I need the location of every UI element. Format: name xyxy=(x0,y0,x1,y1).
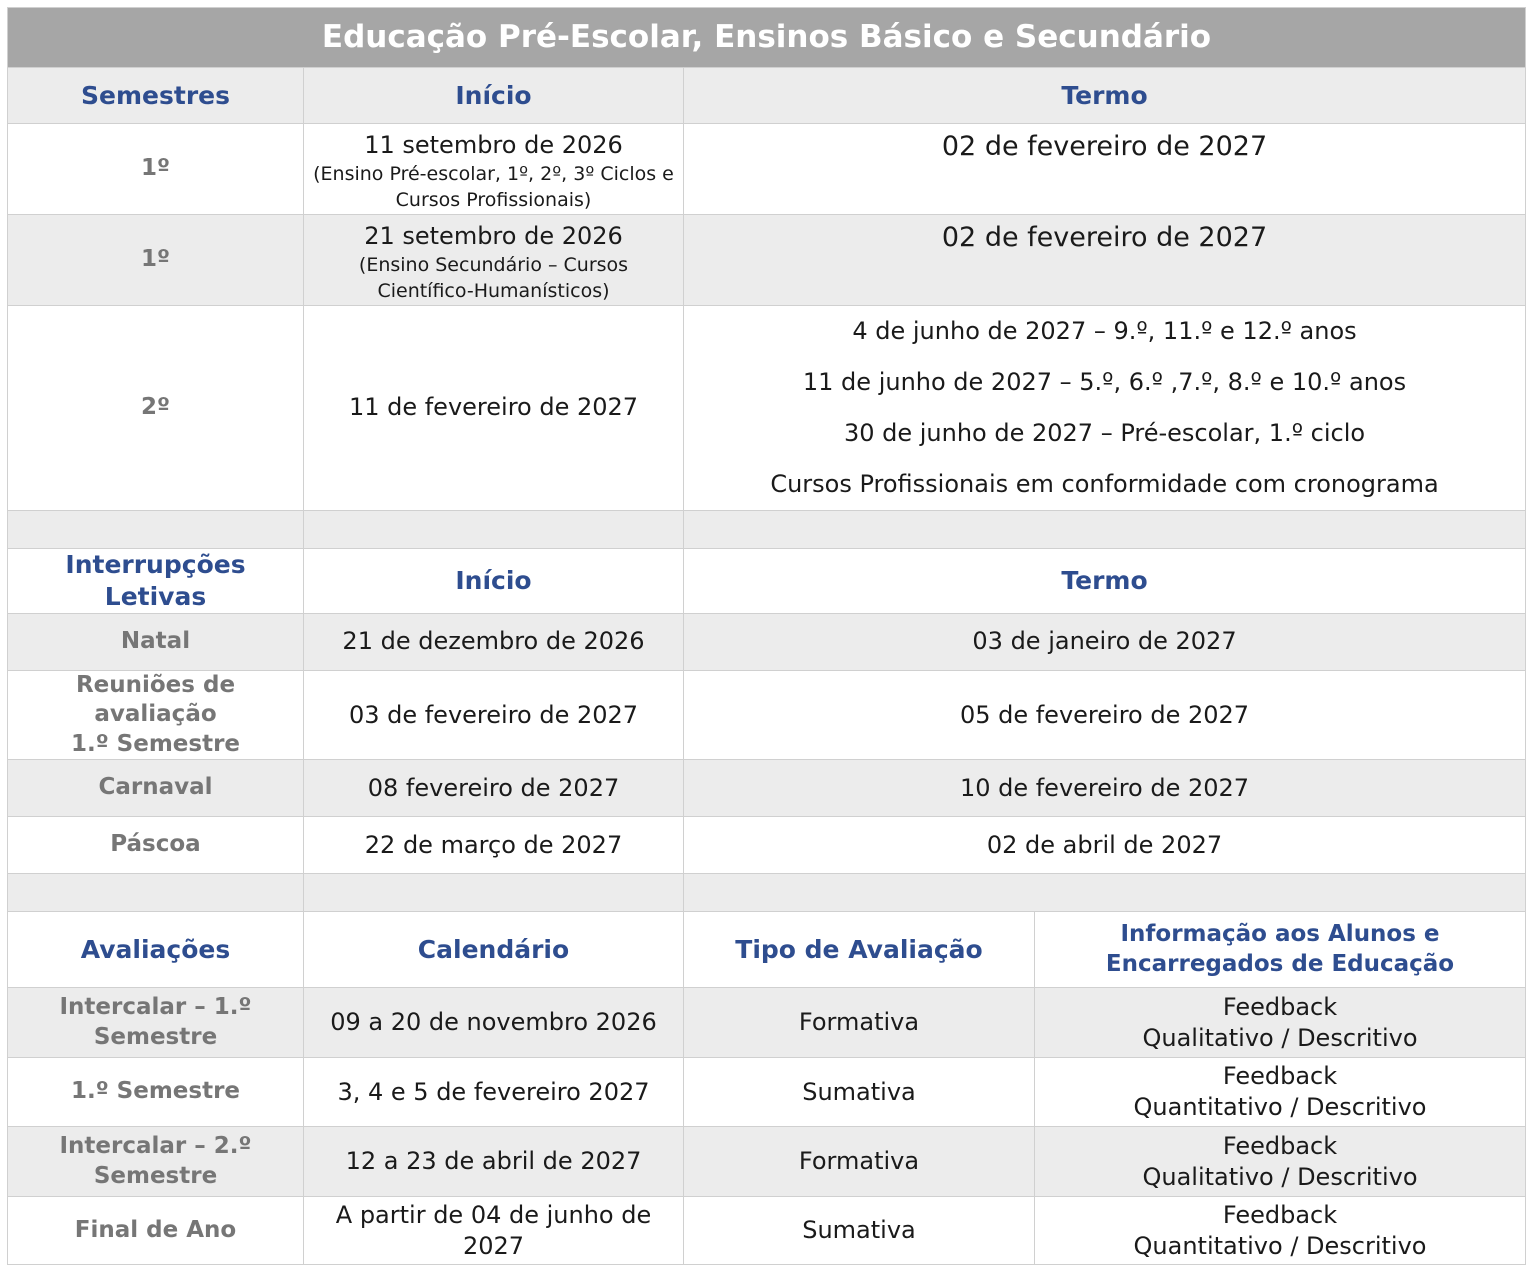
semester-end: 02 de fevereiro de 2027 xyxy=(684,214,1526,305)
header-tipo: Tipo de Avaliação xyxy=(684,912,1035,988)
table-row xyxy=(8,760,1526,817)
assessment-label: Intercalar – 1.º Semestre xyxy=(8,988,304,1058)
semester-label: 1º xyxy=(8,214,304,305)
break-label: Carnaval xyxy=(8,760,304,817)
assessment-calendar: 3, 4 e 5 de fevereiro 2027 xyxy=(304,1058,684,1127)
break-label: Páscoa xyxy=(8,817,304,874)
table-row xyxy=(8,305,1526,510)
header-interrupcoes: Interrupções Letivas xyxy=(8,548,304,613)
assessment-type: Formativa xyxy=(684,988,1035,1058)
break-start: 22 de março de 2027 xyxy=(304,817,684,874)
semester-end-line: 30 de junho de 2027 – Pré-escolar, 1.º ciclo xyxy=(843,418,1366,447)
assessment-calendar: 12 a 23 de abril de 2027 xyxy=(304,1127,684,1197)
assessment-info-line: Feedback xyxy=(1222,1062,1338,1091)
table-row xyxy=(8,613,1526,670)
assessment-calendar: 09 a 20 de novembro 2026 xyxy=(304,988,684,1058)
assessment-label: 1.º Semestre xyxy=(8,1058,304,1127)
break-end: 05 de fevereiro de 2027 xyxy=(684,670,1526,759)
semester-label: 1º xyxy=(8,124,304,215)
table-title: Educação Pré-Escolar, Ensinos Básico e Secundário xyxy=(8,8,1526,68)
table-row xyxy=(8,670,1526,759)
assessment-type: Formativa xyxy=(684,1127,1035,1197)
break-start: 03 de fevereiro de 2027 xyxy=(304,670,684,759)
assessment-type: Sumativa xyxy=(684,1058,1035,1127)
semester-start: 11 de fevereiro de 2027 xyxy=(304,305,684,510)
table-row xyxy=(8,817,1526,874)
header-avaliacoes: Avaliações xyxy=(8,912,304,988)
break-end: 02 de abril de 2027 xyxy=(684,817,1526,874)
assessment-label: Intercalar – 2.º Semestre xyxy=(8,1127,304,1197)
assessment-info-line: Feedback xyxy=(1222,1200,1338,1229)
header-informacao: Informação aos Alunos e Encarregados de Educação xyxy=(1035,912,1526,988)
header-inicio: Início xyxy=(304,548,684,613)
table-row xyxy=(8,1197,1526,1265)
assessment-type: Sumativa xyxy=(684,1197,1035,1265)
table-row xyxy=(8,124,1526,215)
assessment-label: Final de Ano xyxy=(8,1197,304,1265)
semester-end-line: 4 de junho de 2027 – 9.º, 11.º e 12.º anos xyxy=(852,316,1357,345)
semester-start-note: (Ensino Pré-escolar, 1º, 2º, 3º Ciclos e Cursos Profissionais) xyxy=(313,162,674,212)
break-end: 10 de fevereiro de 2027 xyxy=(684,760,1526,817)
assessment-info-line: Feedback xyxy=(1222,1131,1338,1160)
assessment-info xyxy=(1035,1058,1526,1127)
header-semestres: Semestres xyxy=(8,68,304,124)
assessment-info-line: Qualitativo / Descritivo xyxy=(1142,1023,1418,1052)
semester-label: 2º xyxy=(8,305,304,510)
assessment-info-line: Qualitativo / Descritivo xyxy=(1142,1162,1418,1191)
break-label-line: Reuniões de avaliação xyxy=(75,671,236,728)
table-row xyxy=(8,214,1526,305)
break-end: 03 de janeiro de 2027 xyxy=(684,613,1526,670)
header-inicio: Início xyxy=(304,68,684,124)
semester-start: 21 setembro de 2026 xyxy=(364,221,623,250)
header-termo: Termo xyxy=(684,68,1526,124)
assessment-info xyxy=(1035,1197,1526,1265)
assessment-info-line: Quantitativo / Descritivo xyxy=(1133,1093,1427,1122)
break-label xyxy=(8,670,304,759)
semester-start: 11 setembro de 2026 xyxy=(364,131,623,159)
table-row xyxy=(8,1127,1526,1197)
semester-end-line: 11 de junho de 2027 – 5.º, 6.º ,7.º, 8.º e 10.º anos xyxy=(802,367,1407,396)
table-row xyxy=(8,988,1526,1058)
assessment-info xyxy=(1035,988,1526,1058)
break-start: 08 fevereiro de 2027 xyxy=(304,760,684,817)
header-calendario: Calendário xyxy=(304,912,684,988)
semester-end-line: Cursos Profissionais em conformidade com cronograma xyxy=(770,469,1439,498)
header-termo: Termo xyxy=(684,548,1526,613)
calendar-table xyxy=(7,7,1526,1265)
break-label: Natal xyxy=(8,613,304,670)
assessment-info-line: Feedback xyxy=(1222,992,1338,1021)
break-label-line: 1.º Semestre xyxy=(70,730,241,757)
assessment-info xyxy=(1035,1127,1526,1197)
semester-end-list xyxy=(684,305,1526,510)
assessment-calendar: A partir de 04 de junho de 2027 xyxy=(304,1197,684,1265)
semester-start-note: (Ensino Secundário – Cursos Científico-Humanísticos) xyxy=(358,253,629,303)
assessment-info-line: Quantitativo / Descritivo xyxy=(1133,1231,1427,1260)
semester-end: 02 de fevereiro de 2027 xyxy=(684,124,1526,215)
table-row xyxy=(8,1058,1526,1127)
section-separator xyxy=(8,510,1526,548)
break-start: 21 de dezembro de 2026 xyxy=(304,613,684,670)
section-separator xyxy=(8,874,1526,912)
